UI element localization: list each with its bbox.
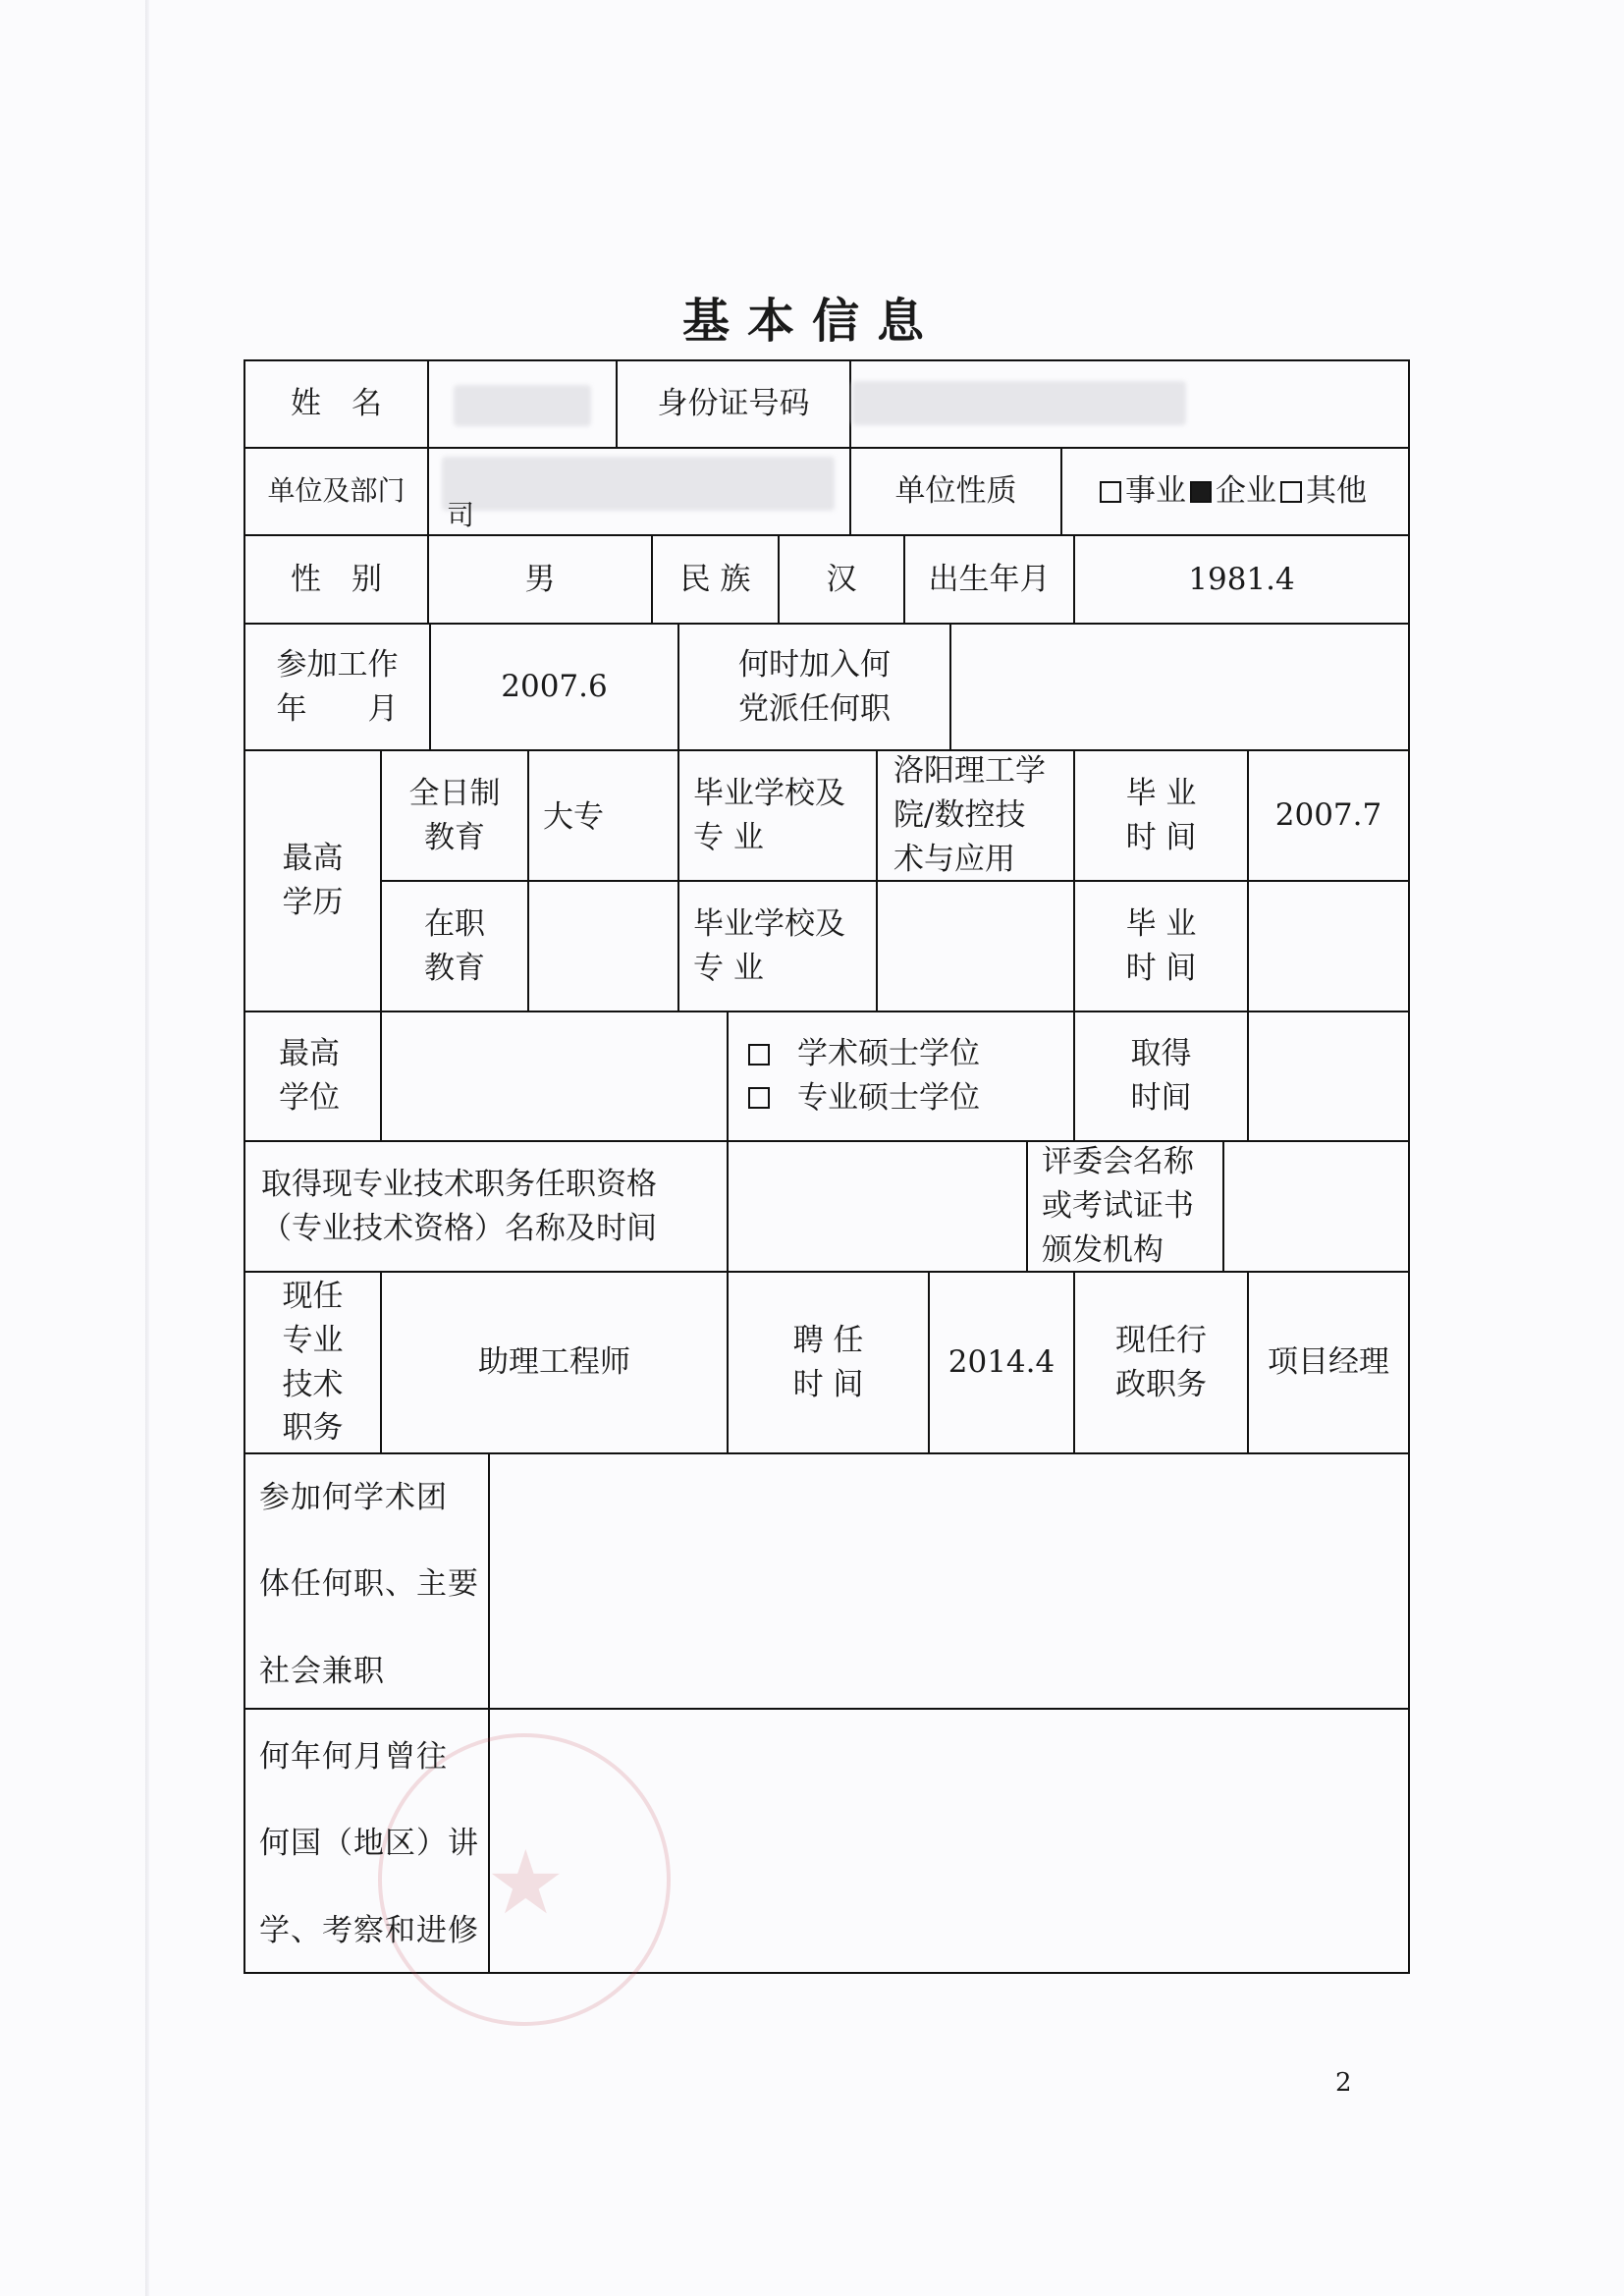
issuer-label: 评委会名称 或考试证书 颁发机构 (1042, 1144, 1194, 1268)
id-number-label: 身份证号码 (657, 386, 810, 422)
birth-value: 1981.4 (1188, 561, 1295, 597)
overseas-label: 何年何月曾往 何国（地区）讲 学、考察和进修 (259, 1739, 479, 1948)
unit-type-label: 单位性质 (894, 473, 1017, 510)
col-divider (380, 1011, 382, 1141)
highest-education-label: 最高 学历 (282, 841, 344, 920)
checkbox-empty-icon (1100, 481, 1121, 503)
col-divider (1247, 1011, 1249, 1141)
col-divider (1222, 1140, 1224, 1272)
academic-groups-label: 参加何学术团 体任何职、主要 社会兼职 (259, 1480, 479, 1689)
fulltime-grad-value: 2007.7 (1274, 797, 1382, 834)
page-title: 基本信息 (681, 294, 942, 349)
table-border-right (1408, 359, 1410, 1974)
unit-type-options (1062, 449, 1408, 534)
id-number-redacted (852, 381, 1186, 425)
work-start-value: 2007.6 (501, 669, 608, 705)
fulltime-school-value: 洛阳理工学 院/数控技 术与应用 (893, 753, 1046, 877)
name-label: 姓 名 (291, 386, 382, 422)
qualification-label: 取得现专业技术职务任职资格 （专业技术资格）名称及时间 (261, 1166, 657, 1246)
ethnicity-value: 汉 (826, 561, 857, 597)
work-start-label: 参加工作 年 月 (276, 646, 399, 727)
hire-time-label: 聘 任 时 间 (792, 1322, 864, 1402)
fulltime-education-label: 全日制 教育 (408, 775, 501, 855)
unit-dept-fragment: 司 (447, 498, 475, 531)
highest-degree-label: 最高 学位 (279, 1036, 340, 1116)
checkbox-empty-icon (1280, 481, 1302, 503)
unit-dept-label: 单位及部门 (267, 474, 406, 508)
degree-type-options (729, 1012, 1073, 1140)
unit-type-option-enterprise[interactable]: 企业 (1190, 469, 1276, 514)
unit-type-option-public[interactable]: 事业 (1100, 469, 1186, 514)
col-divider (427, 359, 429, 448)
col-divider (849, 359, 851, 448)
col-divider (727, 1140, 729, 1272)
degree-option-professional[interactable]: 专业硕士学位 (748, 1076, 980, 1121)
admin-post-value: 项目经理 (1268, 1344, 1389, 1381)
degree-time-label: 取得 时间 (1130, 1036, 1192, 1116)
checkbox-filled-icon (1190, 481, 1212, 503)
page-number: 2 (1335, 2068, 1352, 2098)
col-divider (949, 623, 951, 750)
checkbox-empty-icon (748, 1087, 770, 1109)
birth-label: 出生年月 (928, 561, 1051, 597)
hire-time-value: 2014.4 (947, 1344, 1056, 1381)
gender-value: 男 (524, 561, 556, 597)
unit-dept-redacted (442, 457, 835, 511)
admin-post-label: 现任行 政职务 (1115, 1322, 1207, 1402)
seal-star-icon: ★ (486, 1831, 566, 1935)
party-label: 何时加入何 党派任何职 (738, 646, 891, 727)
school-major-label-1: 毕业学校及 专 业 (693, 775, 845, 855)
grad-time-label-1: 毕 业 时 间 (1125, 775, 1197, 855)
grad-time-label-2: 毕 业 时 间 (1125, 905, 1197, 986)
ethnicity-label: 民 族 (679, 561, 751, 597)
gender-label: 性 别 (291, 561, 382, 597)
current-title-value: 助理工程师 (478, 1344, 630, 1381)
degree-option-academic[interactable]: 学术硕士学位 (748, 1032, 980, 1076)
checkbox-empty-icon (748, 1044, 770, 1066)
current-title-label: 现任 专业 技术 职务 (282, 1278, 344, 1447)
inservice-education-label: 在职 教育 (424, 905, 485, 986)
name-redacted (454, 385, 591, 426)
school-major-label-2: 毕业学校及 专 业 (693, 905, 845, 986)
col-divider (427, 447, 429, 535)
fulltime-level-value: 大专 (543, 799, 604, 835)
unit-type-option-other[interactable]: 其他 (1280, 469, 1367, 514)
